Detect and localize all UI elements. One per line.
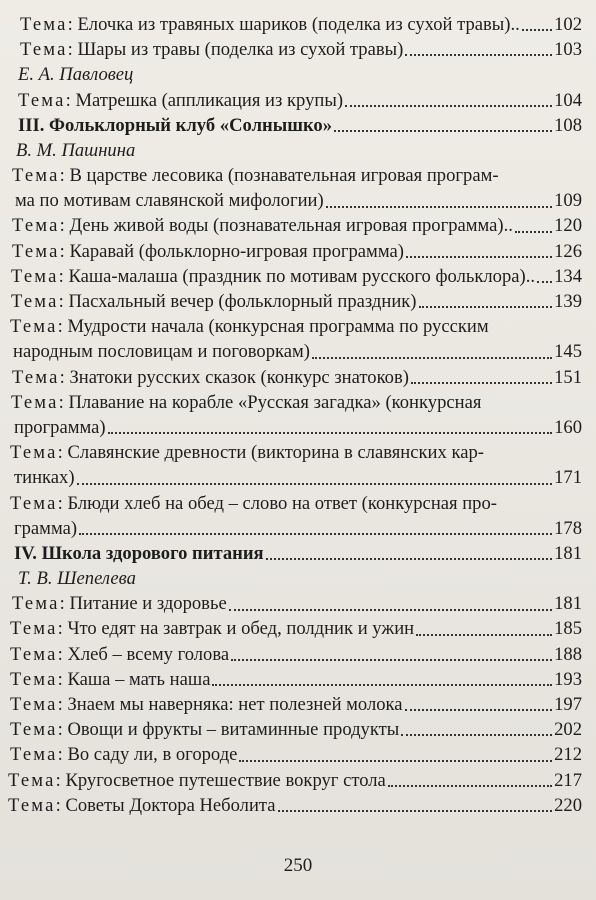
toc-entry bbox=[0, 591, 582, 616]
dot-leader bbox=[79, 533, 552, 535]
entry-title: Матрешка (аппликация из крупы) bbox=[75, 89, 344, 111]
toc-entry bbox=[0, 440, 582, 465]
dot-leader bbox=[239, 760, 552, 762]
label-separator: : bbox=[57, 668, 68, 690]
entry-page-number: 103 bbox=[554, 39, 582, 61]
dot-leader bbox=[411, 382, 552, 384]
label-separator: : bbox=[55, 769, 66, 791]
entry-title: Хлеб – всему голова bbox=[67, 643, 230, 665]
toc-entry bbox=[0, 188, 582, 213]
dot-leader bbox=[406, 256, 552, 258]
entry-title: Т. В. Шепелева bbox=[18, 568, 136, 590]
entry-page-number: 193 bbox=[554, 668, 582, 690]
topic-label: Тема bbox=[10, 668, 58, 690]
entry-title: Знатоки русских сказок (конкурс знатоков) bbox=[69, 366, 409, 388]
dot-leader bbox=[326, 206, 552, 208]
entry-title: программа) bbox=[14, 416, 106, 438]
topic-label: Тема bbox=[10, 618, 58, 640]
entry-title: Плавание на корабле «Русская загадка» (конкурсная bbox=[68, 391, 482, 413]
label-separator: : bbox=[57, 744, 68, 766]
label-separator: : bbox=[67, 13, 78, 35]
dot-leader bbox=[312, 357, 552, 359]
toc-entry bbox=[0, 415, 582, 440]
entry-page-number: 134 bbox=[554, 265, 582, 287]
dot-leader bbox=[419, 306, 553, 308]
entry-title: Елочка из травяных шариков (поделка из сухой травы).. bbox=[77, 13, 520, 35]
topic-label: Тема bbox=[10, 492, 58, 514]
label-separator: : bbox=[57, 316, 68, 338]
label-separator: : bbox=[59, 240, 70, 262]
entry-title: Пасхальный вечер (фольклорный праздник) bbox=[68, 291, 417, 313]
dot-leader bbox=[401, 734, 552, 736]
entry-title: Знаем мы наверняка: нет полезней молока bbox=[67, 694, 403, 716]
label-separator: : bbox=[58, 265, 69, 287]
entry-title: Каша-малаша (праздник по мотивам русского фольклора).. bbox=[68, 265, 536, 287]
entry-title: тинках) bbox=[14, 467, 75, 489]
entry-page-number: 126 bbox=[554, 240, 582, 262]
label-separator: : bbox=[58, 391, 69, 413]
dot-leader bbox=[278, 810, 553, 812]
section-heading bbox=[0, 113, 582, 138]
entry-title: Питание и здоровье bbox=[69, 593, 227, 615]
entry-page-number: 171 bbox=[554, 467, 582, 489]
toc-entry bbox=[0, 617, 582, 642]
entry-title: Во саду ли, в огороде bbox=[67, 744, 238, 766]
entry-page-number: 197 bbox=[554, 694, 582, 716]
toc-entry bbox=[0, 793, 582, 818]
entry-page-number: 188 bbox=[554, 643, 582, 665]
page-number: 250 bbox=[283, 855, 313, 876]
entry-page-number: 220 bbox=[554, 794, 582, 816]
dot-leader bbox=[229, 609, 552, 611]
entry-page-number: 120 bbox=[554, 215, 582, 237]
label-separator: : bbox=[67, 39, 78, 61]
toc-entry bbox=[0, 692, 582, 717]
label-separator: : bbox=[57, 643, 68, 665]
dot-leader bbox=[231, 659, 552, 661]
label-separator: : bbox=[59, 165, 70, 187]
entry-title: Е. А. Павловец bbox=[18, 64, 134, 86]
entry-title: День живой воды (познавательная игровая программа).. bbox=[69, 215, 513, 237]
entry-title: Славянские древности (викторина в славянских кар- bbox=[67, 442, 484, 464]
entry-page-number: 185 bbox=[554, 618, 582, 640]
toc-entry bbox=[0, 88, 582, 113]
topic-label: Тема bbox=[10, 744, 58, 766]
topic-label: Тема bbox=[12, 593, 60, 615]
toc-entry bbox=[0, 12, 582, 37]
topic-label: Тема bbox=[12, 240, 60, 262]
dot-leader bbox=[405, 709, 553, 711]
entry-page-number: 104 bbox=[554, 89, 582, 111]
entry-title: Советы Доктора Неболита bbox=[65, 794, 276, 816]
toc-entry bbox=[0, 667, 582, 692]
entry-title: III. Фольклорный клуб «Солнышко» bbox=[18, 114, 333, 136]
label-separator: : bbox=[65, 89, 76, 111]
entry-page-number: 102 bbox=[554, 13, 582, 35]
entry-title: народным пословицам и поговоркам) bbox=[13, 341, 310, 363]
entry-title: IV. Школа здорового питания bbox=[14, 542, 264, 564]
topic-label: Тема bbox=[8, 769, 56, 791]
entry-page-number: 217 bbox=[554, 769, 582, 791]
author-name bbox=[0, 138, 582, 163]
label-separator: : bbox=[57, 442, 68, 464]
topic-label: Тема bbox=[10, 694, 58, 716]
entry-page-number: 178 bbox=[554, 517, 582, 539]
topic-label: Тема bbox=[11, 291, 59, 313]
entry-page-number: 160 bbox=[554, 416, 582, 438]
entry-page-number: 212 bbox=[554, 744, 582, 766]
dot-leader bbox=[77, 483, 553, 485]
toc-entry bbox=[0, 642, 582, 667]
entry-title: ма по мотивам славянской мифологии) bbox=[15, 190, 324, 212]
label-separator: : bbox=[57, 492, 68, 514]
dot-leader bbox=[416, 634, 552, 636]
toc-entry bbox=[0, 289, 582, 314]
toc-entry bbox=[0, 163, 582, 188]
topic-label: Тема bbox=[18, 89, 66, 111]
toc-entry bbox=[0, 742, 582, 767]
entry-title: Блюди хлеб на обед – слово на ответ (конкурсная про- bbox=[67, 492, 497, 514]
topic-label: Тема bbox=[12, 215, 60, 237]
topic-label: Тема bbox=[8, 794, 56, 816]
entry-page-number: 109 bbox=[554, 190, 582, 212]
label-separator: : bbox=[58, 291, 69, 313]
dot-leader bbox=[388, 785, 552, 787]
dot-leader bbox=[405, 54, 552, 56]
entry-title: В царстве лесовика (познавательная игровая програм- bbox=[69, 165, 499, 187]
toc-entry bbox=[0, 465, 582, 490]
dot-leader bbox=[334, 130, 552, 132]
topic-label: Тема bbox=[10, 719, 58, 741]
label-separator: : bbox=[59, 593, 70, 615]
entry-page-number: 202 bbox=[554, 719, 582, 741]
entry-title: грамма) bbox=[14, 517, 78, 539]
dot-leader bbox=[515, 231, 552, 233]
dot-leader bbox=[537, 281, 552, 283]
topic-label: Тема bbox=[12, 366, 60, 388]
dot-leader bbox=[108, 432, 553, 434]
label-separator: : bbox=[55, 794, 66, 816]
entry-title: В. М. Пашнина bbox=[16, 139, 136, 161]
entry-title: Овощи и фрукты – витаминные продукты bbox=[67, 719, 400, 741]
table-of-contents bbox=[0, 12, 596, 818]
dot-leader bbox=[266, 558, 553, 560]
entry-title: Каравай (фольклорно-игровая программа) bbox=[69, 240, 404, 262]
dot-leader bbox=[212, 684, 552, 686]
entry-page-number: 151 bbox=[554, 366, 582, 388]
toc-entry bbox=[0, 491, 582, 516]
entry-page-number: 181 bbox=[554, 542, 582, 564]
toc-entry bbox=[0, 390, 582, 415]
entry-page-number: 145 bbox=[554, 341, 582, 363]
label-separator: : bbox=[57, 618, 68, 640]
topic-label: Тема bbox=[12, 165, 60, 187]
author-name bbox=[0, 62, 582, 87]
topic-label: Тема bbox=[20, 39, 68, 61]
toc-entry bbox=[0, 717, 582, 742]
label-separator: : bbox=[57, 694, 68, 716]
label-separator: : bbox=[57, 719, 68, 741]
toc-entry bbox=[0, 264, 582, 289]
entry-page-number: 181 bbox=[554, 593, 582, 615]
topic-label: Тема bbox=[20, 13, 68, 35]
topic-label: Тема bbox=[10, 316, 58, 338]
toc-entry bbox=[0, 365, 582, 390]
toc-entry bbox=[0, 314, 582, 339]
toc-entry bbox=[0, 768, 582, 793]
dot-leader bbox=[345, 105, 552, 107]
label-separator: : bbox=[59, 366, 70, 388]
section-heading bbox=[0, 541, 582, 566]
dot-leader bbox=[522, 29, 552, 31]
toc-entry bbox=[0, 516, 582, 541]
topic-label: Тема bbox=[11, 265, 59, 287]
entry-title: Шары из травы (поделка из сухой травы) bbox=[77, 39, 404, 61]
topic-label: Тема bbox=[11, 391, 59, 413]
toc-entry bbox=[0, 37, 582, 62]
entry-title: Кругосветное путешествие вокруг стола bbox=[65, 769, 386, 791]
toc-entry bbox=[0, 214, 582, 239]
entry-title: Каша – мать наша bbox=[67, 668, 211, 690]
label-separator: : bbox=[59, 215, 70, 237]
topic-label: Тема bbox=[10, 643, 58, 665]
entry-page-number: 139 bbox=[554, 291, 582, 313]
author-name bbox=[0, 566, 582, 591]
topic-label: Тема bbox=[10, 442, 58, 464]
entry-page-number: 108 bbox=[554, 114, 582, 136]
toc-entry bbox=[0, 239, 582, 264]
entry-title: Мудрости начала (конкурсная программа по русским bbox=[67, 316, 489, 338]
entry-title: Что едят на завтрак и обед, полдник и ужин bbox=[67, 618, 415, 640]
toc-entry bbox=[0, 339, 582, 364]
